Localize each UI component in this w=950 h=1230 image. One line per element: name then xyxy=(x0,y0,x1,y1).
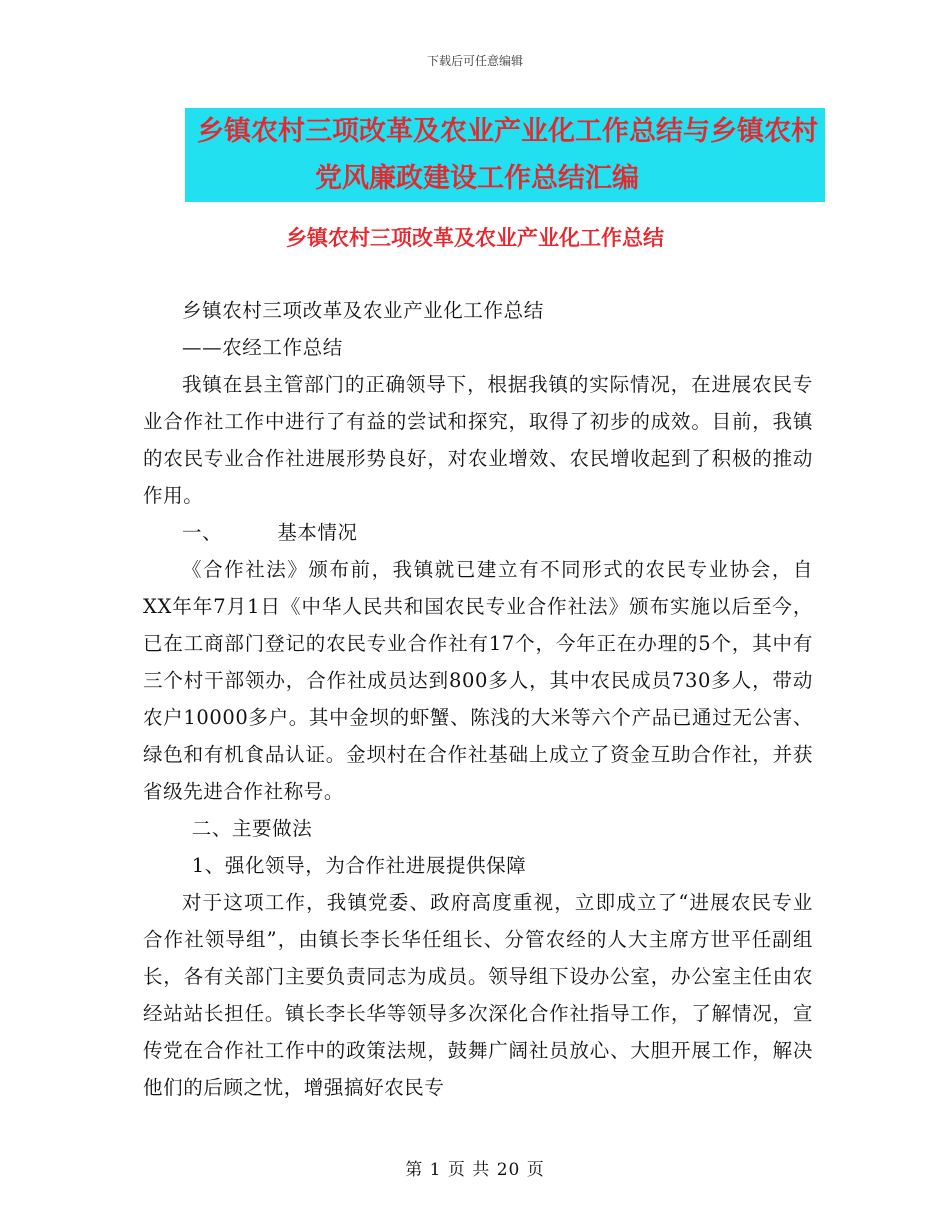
document-title xyxy=(185,108,825,202)
paragraph: 对于这项工作，我镇党委、政府高度重视，立即成立了“进展农民专业合作社领导组”，由镇长李长华任组长、分管农经的人大主席方世平任副组长，各有关部门主要负责同志为成员。领导组下设办公室，办公室主任由农经站站长担任。镇长李长华等领导多次深化合作社指导工作，了解情况，宣传党在合作社工作中的政策法规，鼓舞广阔社员放心、大胆开展工作，解决他们的后顾之忧，增强搞好农民专 xyxy=(143,891,813,1099)
header-note: 下载后可任意编辑 xyxy=(426,54,523,68)
section-number: 一、 xyxy=(182,521,223,544)
section-heading: 二、主要做法 xyxy=(191,817,313,840)
section-heading-text: 基本情况 xyxy=(277,521,358,544)
title-line-1: 乡镇农村三项改革及农业产业化工作总结与乡镇农村 xyxy=(197,116,818,147)
paragraph: 乡镇农村三项改革及农业产业化工作总结 xyxy=(182,299,544,322)
title-line-2: 党风廉政建设工作总结汇编 xyxy=(315,163,639,194)
section-heading xyxy=(143,514,813,551)
paragraph: 《合作社法》颁布前，我镇就已建立有不同形式的农民专业协会，自XX年年7月1日《中华人民共和国农民专业合作社法》颁布实施以后至今，已在工商部门登记的农民专业合作社有17个，今年正在办理的5个，其中有三个村干部领办，合作社成员达到800多人，其中农民成员730多人，带动农户10000多户。其中金坝的虾蟹、陈浅的大米等六个产品已通过无公害、绿色和有机食品认证。金坝村在合作社基础上成立了资金互助合作社，并获省级先进合作社称号。 xyxy=(143,558,813,803)
document-body xyxy=(143,292,813,1106)
paragraph: 我镇在县主管部门的正确领导下，根据我镇的实际情况，在进展农民专业合作社工作中进行了有益的尝试和探究，取得了初步的成效。目前，我镇的农民专业合作社进展形势良好，对农业增效、农民增收起到了积极的推动作用。 xyxy=(143,373,813,507)
subsection-heading: 1、强化领导，为合作社进展提供保障 xyxy=(191,854,527,877)
section-title: 乡镇农村三项改革及农业产业化工作总结 xyxy=(286,226,664,250)
paragraph: ——农经工作总结 xyxy=(182,336,343,359)
page-number: 第 1 页 共 20 页 xyxy=(405,1160,545,1180)
